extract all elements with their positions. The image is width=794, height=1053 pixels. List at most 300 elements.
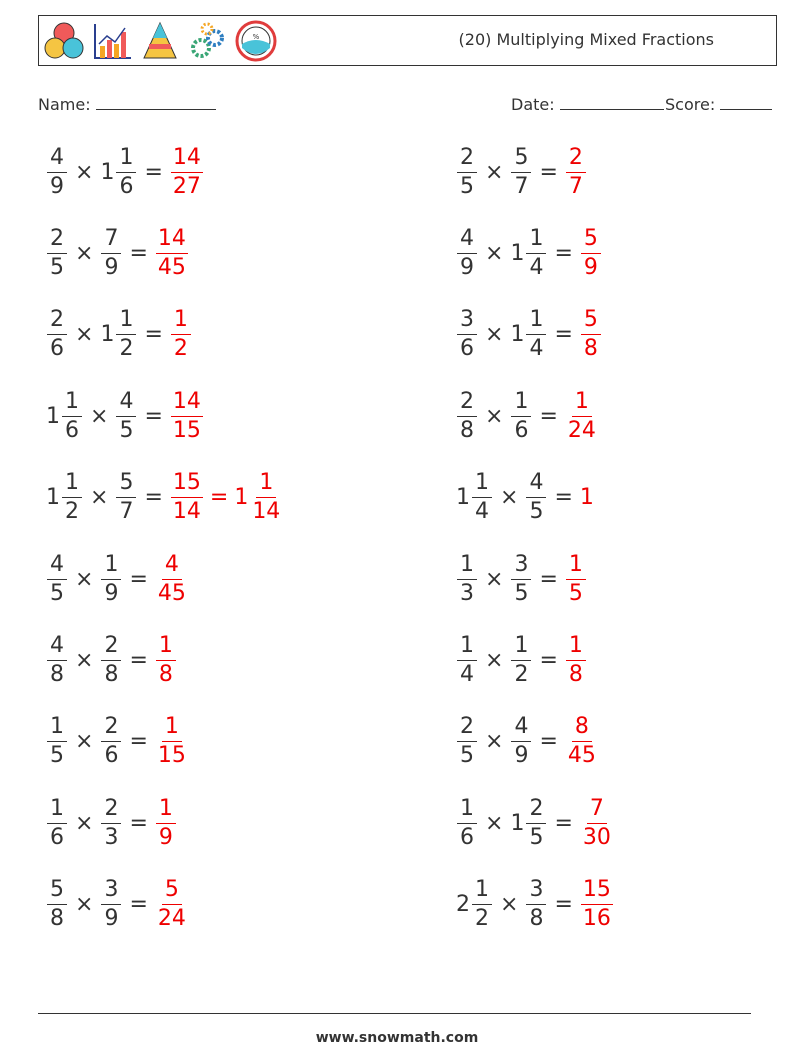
fraction — [526, 879, 546, 930]
numerator: 2 — [457, 391, 477, 417]
denominator: 5 — [50, 743, 64, 769]
answer-value — [170, 144, 204, 199]
fraction — [47, 632, 67, 687]
denominator: 2 — [65, 499, 79, 525]
equals-sign: = — [554, 485, 573, 511]
operand-b — [100, 309, 137, 360]
denominator: 5 — [119, 417, 134, 443]
equals-sign: = — [129, 566, 148, 592]
operand-a — [456, 795, 478, 850]
score-field[interactable] — [665, 94, 772, 114]
denominator: 4 — [475, 499, 489, 525]
numerator: 7 — [587, 798, 607, 824]
numerator: 2 — [457, 716, 477, 742]
answer — [155, 632, 177, 687]
numerator: 3 — [101, 879, 121, 905]
numerator: 2 — [47, 228, 67, 254]
gears-icon — [187, 20, 229, 62]
problem-item — [46, 710, 189, 774]
numerator: 4 — [116, 391, 136, 417]
operand-a — [456, 716, 478, 767]
fraction — [581, 225, 601, 280]
answer — [170, 388, 204, 443]
denominator: 9 — [104, 906, 119, 932]
fraction — [47, 551, 67, 606]
fraction — [526, 472, 546, 523]
times-sign: × — [90, 403, 109, 429]
whole-number: 1 — [46, 485, 60, 511]
problem-item — [46, 628, 177, 692]
fraction — [581, 309, 601, 360]
numerator: 1 — [116, 147, 136, 173]
name-blank[interactable] — [96, 94, 216, 110]
times-sign: × — [485, 322, 504, 348]
whole-number: 1 — [46, 403, 60, 429]
name-label: Name: — [38, 95, 91, 114]
equals-sign: = — [144, 403, 163, 429]
fraction — [511, 144, 531, 199]
equals-sign: = — [129, 240, 148, 266]
answer-value — [565, 144, 587, 199]
denominator: 24 — [157, 906, 186, 932]
fraction — [457, 551, 477, 606]
numerator: 1 — [472, 879, 492, 905]
operand-b — [100, 879, 122, 930]
operand-b — [510, 144, 532, 199]
fraction — [472, 879, 492, 930]
percent-badge-icon — [235, 20, 277, 62]
times-sign: × — [75, 566, 94, 592]
fraction — [101, 632, 121, 687]
operand-a — [46, 716, 68, 767]
answer — [580, 795, 614, 850]
operand-a — [456, 551, 478, 606]
denominator: 15 — [172, 417, 201, 443]
fraction — [156, 716, 188, 767]
answer — [155, 795, 177, 850]
problem-item — [456, 384, 599, 448]
operand-b — [510, 632, 532, 687]
fraction — [116, 309, 136, 360]
fraction — [511, 388, 531, 443]
fraction — [171, 472, 203, 523]
bar-chart-icon — [91, 20, 133, 62]
numerator: 1 — [116, 309, 136, 335]
numerator: 2 — [101, 798, 121, 824]
numerator: 1 — [526, 309, 546, 335]
operand-a — [456, 309, 478, 360]
fraction — [47, 225, 67, 280]
answer-value — [580, 485, 595, 510]
equals-sign: = — [209, 485, 229, 511]
denominator: 2 — [514, 661, 529, 687]
problem-item — [46, 466, 283, 530]
denominator: 6 — [460, 824, 474, 850]
numerator: 1 — [162, 716, 182, 742]
equals-sign: = — [539, 729, 558, 755]
numerator: 5 — [116, 472, 136, 498]
fraction — [116, 472, 136, 523]
answer — [565, 551, 587, 606]
fraction — [47, 879, 67, 930]
problem-item — [456, 303, 602, 367]
answer-value — [155, 551, 189, 606]
answer — [565, 632, 587, 687]
whole-number: 1 — [100, 322, 115, 348]
answer-value — [170, 472, 204, 523]
times-sign: × — [75, 892, 94, 918]
answer — [580, 309, 602, 360]
denominator: 3 — [104, 824, 119, 850]
numerator: 4 — [47, 554, 67, 580]
numerator: 4 — [511, 716, 531, 742]
answer — [155, 551, 189, 606]
numerator: 1 — [457, 554, 477, 580]
times-sign: × — [75, 322, 94, 348]
answer-value — [155, 716, 189, 767]
numerator: 15 — [171, 472, 203, 498]
fraction — [101, 795, 121, 850]
numerator: 1 — [457, 635, 477, 661]
fraction — [101, 225, 121, 280]
denominator: 5 — [50, 254, 64, 280]
fraction — [171, 309, 191, 360]
denominator: 4 — [460, 661, 474, 687]
times-sign: × — [485, 403, 504, 429]
problem-item — [456, 221, 602, 285]
numerator: 1 — [511, 635, 531, 661]
denominator: 8 — [460, 417, 474, 443]
operand-a — [46, 309, 68, 360]
problem-item — [46, 303, 192, 367]
operand-a — [456, 879, 493, 930]
times-sign: × — [75, 729, 94, 755]
equals-sign: = — [539, 647, 558, 673]
fraction — [101, 879, 121, 930]
denominator: 8 — [50, 661, 64, 687]
numerator: 2 — [526, 798, 546, 824]
problem-item — [456, 791, 614, 855]
times-sign: × — [75, 647, 94, 673]
date-label: Date: — [511, 95, 555, 114]
denominator: 4 — [529, 336, 544, 362]
answer-value — [155, 795, 177, 850]
operand-b — [510, 795, 547, 850]
numerator: 5 — [511, 147, 531, 173]
fraction — [47, 716, 67, 767]
answer-simplified — [234, 472, 283, 523]
operand-a — [46, 144, 68, 199]
equals-sign: = — [539, 403, 558, 429]
answer-value — [580, 225, 602, 280]
fraction — [62, 472, 82, 523]
problem-item — [456, 873, 614, 937]
numerator: 4 — [47, 635, 67, 661]
denominator: 14 — [252, 499, 281, 525]
numerator: 1 — [47, 716, 67, 742]
denominator: 2 — [475, 906, 489, 932]
numerator: 1 — [256, 472, 276, 498]
fraction — [116, 144, 136, 199]
operand-a — [456, 388, 478, 443]
denominator: 4 — [529, 254, 544, 280]
operand-a — [46, 388, 83, 443]
fraction — [511, 551, 531, 606]
answer-value — [580, 309, 602, 360]
answer-value — [170, 388, 204, 443]
answer — [580, 225, 602, 280]
operand-b — [115, 388, 137, 443]
whole-number: 1 — [510, 240, 525, 266]
denominator: 9 — [104, 254, 119, 280]
whole-number: 1 — [510, 322, 525, 348]
worksheet-header — [38, 15, 777, 66]
fraction — [526, 225, 546, 280]
footer-site: www.snowmath.com — [315, 1030, 479, 1046]
times-sign: × — [75, 159, 94, 185]
denominator: 6 — [460, 336, 474, 362]
denominator: 15 — [157, 743, 186, 769]
whole-number: 2 — [456, 892, 470, 918]
numerator: 14 — [156, 228, 188, 254]
fraction — [156, 632, 176, 687]
denominator: 8 — [583, 336, 598, 362]
numerator: 1 — [566, 554, 586, 580]
fraction — [47, 144, 67, 199]
numerator: 3 — [526, 879, 546, 905]
answer — [170, 472, 283, 523]
numerator: 1 — [572, 391, 592, 417]
denominator: 6 — [104, 743, 119, 769]
whole-number: 1 — [100, 159, 115, 185]
fraction — [116, 388, 136, 443]
problem-item — [456, 140, 587, 204]
answer — [565, 716, 599, 767]
numerator: 5 — [581, 228, 601, 254]
answer-value — [565, 716, 599, 767]
numerator: 8 — [572, 716, 592, 742]
fraction — [156, 795, 176, 850]
problem-item — [46, 140, 204, 204]
denominator: 16 — [582, 906, 611, 932]
numerator: 2 — [101, 635, 121, 661]
operand-b — [100, 144, 137, 199]
times-sign: × — [485, 159, 504, 185]
denominator: 45 — [157, 580, 186, 606]
operand-a — [46, 225, 68, 280]
fraction — [457, 632, 477, 687]
answer — [155, 716, 189, 767]
numerator: 1 — [472, 472, 492, 498]
numerator: 1 — [47, 798, 67, 824]
times-sign: × — [485, 566, 504, 592]
problem-item — [456, 547, 587, 611]
whole-number: 1 — [234, 485, 249, 511]
numerator: 3 — [511, 554, 531, 580]
fraction — [62, 388, 82, 443]
score-label: Score: — [665, 95, 716, 114]
numerator: 5 — [47, 879, 67, 905]
numerator: 7 — [101, 228, 121, 254]
denominator: 6 — [65, 417, 79, 443]
numerator: 15 — [581, 879, 613, 905]
equals-sign: = — [554, 240, 573, 266]
denominator: 24 — [567, 417, 596, 443]
fraction — [581, 879, 613, 930]
problem-item — [46, 384, 204, 448]
answer-value — [565, 551, 587, 606]
operand-b — [100, 551, 122, 606]
fraction — [526, 309, 546, 360]
numerator: 14 — [171, 391, 203, 417]
footer-divider — [38, 1013, 751, 1014]
times-sign: × — [485, 810, 504, 836]
numerator: 4 — [457, 228, 477, 254]
operand-a — [456, 144, 478, 199]
fraction — [511, 716, 531, 767]
equals-sign: = — [539, 566, 558, 592]
operand-b — [525, 879, 547, 930]
times-sign: × — [75, 240, 94, 266]
operand-b — [525, 472, 547, 523]
numerator: 4 — [162, 554, 182, 580]
operand-b — [100, 632, 122, 687]
answer-value — [580, 795, 614, 850]
denominator: 9 — [104, 580, 119, 606]
numerator: 2 — [101, 716, 121, 742]
problem-item — [456, 628, 587, 692]
times-sign: × — [500, 485, 519, 511]
numerator: 2 — [566, 147, 586, 173]
equals-sign: = — [554, 322, 573, 348]
times-sign: × — [75, 810, 94, 836]
fraction — [472, 472, 492, 523]
circles-icon — [43, 20, 85, 62]
problem-item — [456, 710, 599, 774]
fraction — [171, 388, 203, 443]
operand-a — [456, 472, 493, 523]
problem-item — [456, 466, 595, 530]
denominator: 9 — [514, 743, 529, 769]
score-blank[interactable] — [720, 94, 772, 110]
times-sign: × — [485, 240, 504, 266]
problem-item — [46, 791, 177, 855]
fraction — [457, 144, 477, 199]
numerator: 1 — [62, 472, 82, 498]
svg-text:%: % — [252, 33, 260, 41]
answer — [565, 144, 587, 199]
fraction — [156, 879, 188, 930]
numerator: 1 — [171, 309, 191, 335]
answer-value — [565, 632, 587, 687]
fraction — [457, 388, 477, 443]
whole-number: 1 — [579, 485, 594, 511]
fraction — [457, 795, 477, 850]
problem-item — [46, 221, 189, 285]
fraction — [457, 309, 477, 360]
answer-value — [580, 879, 614, 930]
numerator: 2 — [47, 309, 67, 335]
fraction — [156, 225, 188, 280]
equals-sign: = — [539, 159, 558, 185]
whole-number: 1 — [456, 485, 470, 511]
denominator: 6 — [514, 417, 529, 443]
denominator: 9 — [50, 173, 64, 199]
denominator: 5 — [529, 824, 544, 850]
numerator: 1 — [526, 228, 546, 254]
denominator: 45 — [567, 743, 596, 769]
fraction — [566, 551, 586, 606]
date-field[interactable] — [511, 94, 664, 114]
problem-item — [46, 547, 189, 611]
numerator: 1 — [62, 391, 82, 417]
denominator: 5 — [460, 743, 474, 769]
pyramid-icon — [139, 20, 181, 62]
fraction — [457, 716, 477, 767]
operand-b — [510, 309, 547, 360]
fraction — [156, 551, 188, 606]
denominator: 8 — [568, 661, 583, 687]
numerator: 4 — [47, 147, 67, 173]
answer — [580, 879, 614, 930]
denominator: 8 — [529, 906, 544, 932]
equals-sign: = — [144, 159, 163, 185]
denominator: 5 — [50, 580, 64, 606]
numerator: 2 — [457, 147, 477, 173]
operand-b — [100, 225, 122, 280]
denominator: 8 — [104, 661, 119, 687]
answer — [565, 388, 599, 443]
operand-a — [456, 632, 478, 687]
numerator: 14 — [171, 147, 203, 173]
denominator: 6 — [119, 173, 134, 199]
operand-b — [510, 551, 532, 606]
operand-b — [510, 388, 532, 443]
denominator: 7 — [514, 173, 529, 199]
numerator: 1 — [101, 554, 121, 580]
denominator: 45 — [157, 254, 186, 280]
answer — [170, 144, 204, 199]
times-sign: × — [90, 485, 109, 511]
fraction — [566, 144, 586, 199]
answer — [170, 309, 192, 360]
problem-item — [46, 873, 189, 937]
operand-a — [46, 551, 68, 606]
denominator: 5 — [529, 499, 544, 525]
operand-b — [510, 225, 547, 280]
fraction — [511, 632, 531, 687]
numerator: 5 — [581, 309, 601, 335]
denominator: 30 — [582, 824, 611, 850]
numerator: 3 — [457, 309, 477, 335]
date-blank[interactable] — [560, 94, 664, 110]
operand-b — [510, 716, 532, 767]
fraction — [457, 225, 477, 280]
whole-number: 1 — [510, 810, 525, 836]
name-field[interactable] — [38, 94, 216, 114]
fraction — [101, 716, 121, 767]
denominator: 7 — [119, 499, 134, 525]
worksheet-title: (20) Multiplying Mixed Fractions — [458, 30, 714, 49]
denominator: 2 — [173, 336, 188, 362]
numerator: 1 — [511, 391, 531, 417]
numerator: 4 — [526, 472, 546, 498]
numerator: 1 — [156, 635, 176, 661]
equals-sign: = — [144, 322, 163, 348]
denominator: 5 — [460, 173, 474, 199]
answer-value — [170, 309, 192, 360]
equals-sign: = — [129, 647, 148, 673]
